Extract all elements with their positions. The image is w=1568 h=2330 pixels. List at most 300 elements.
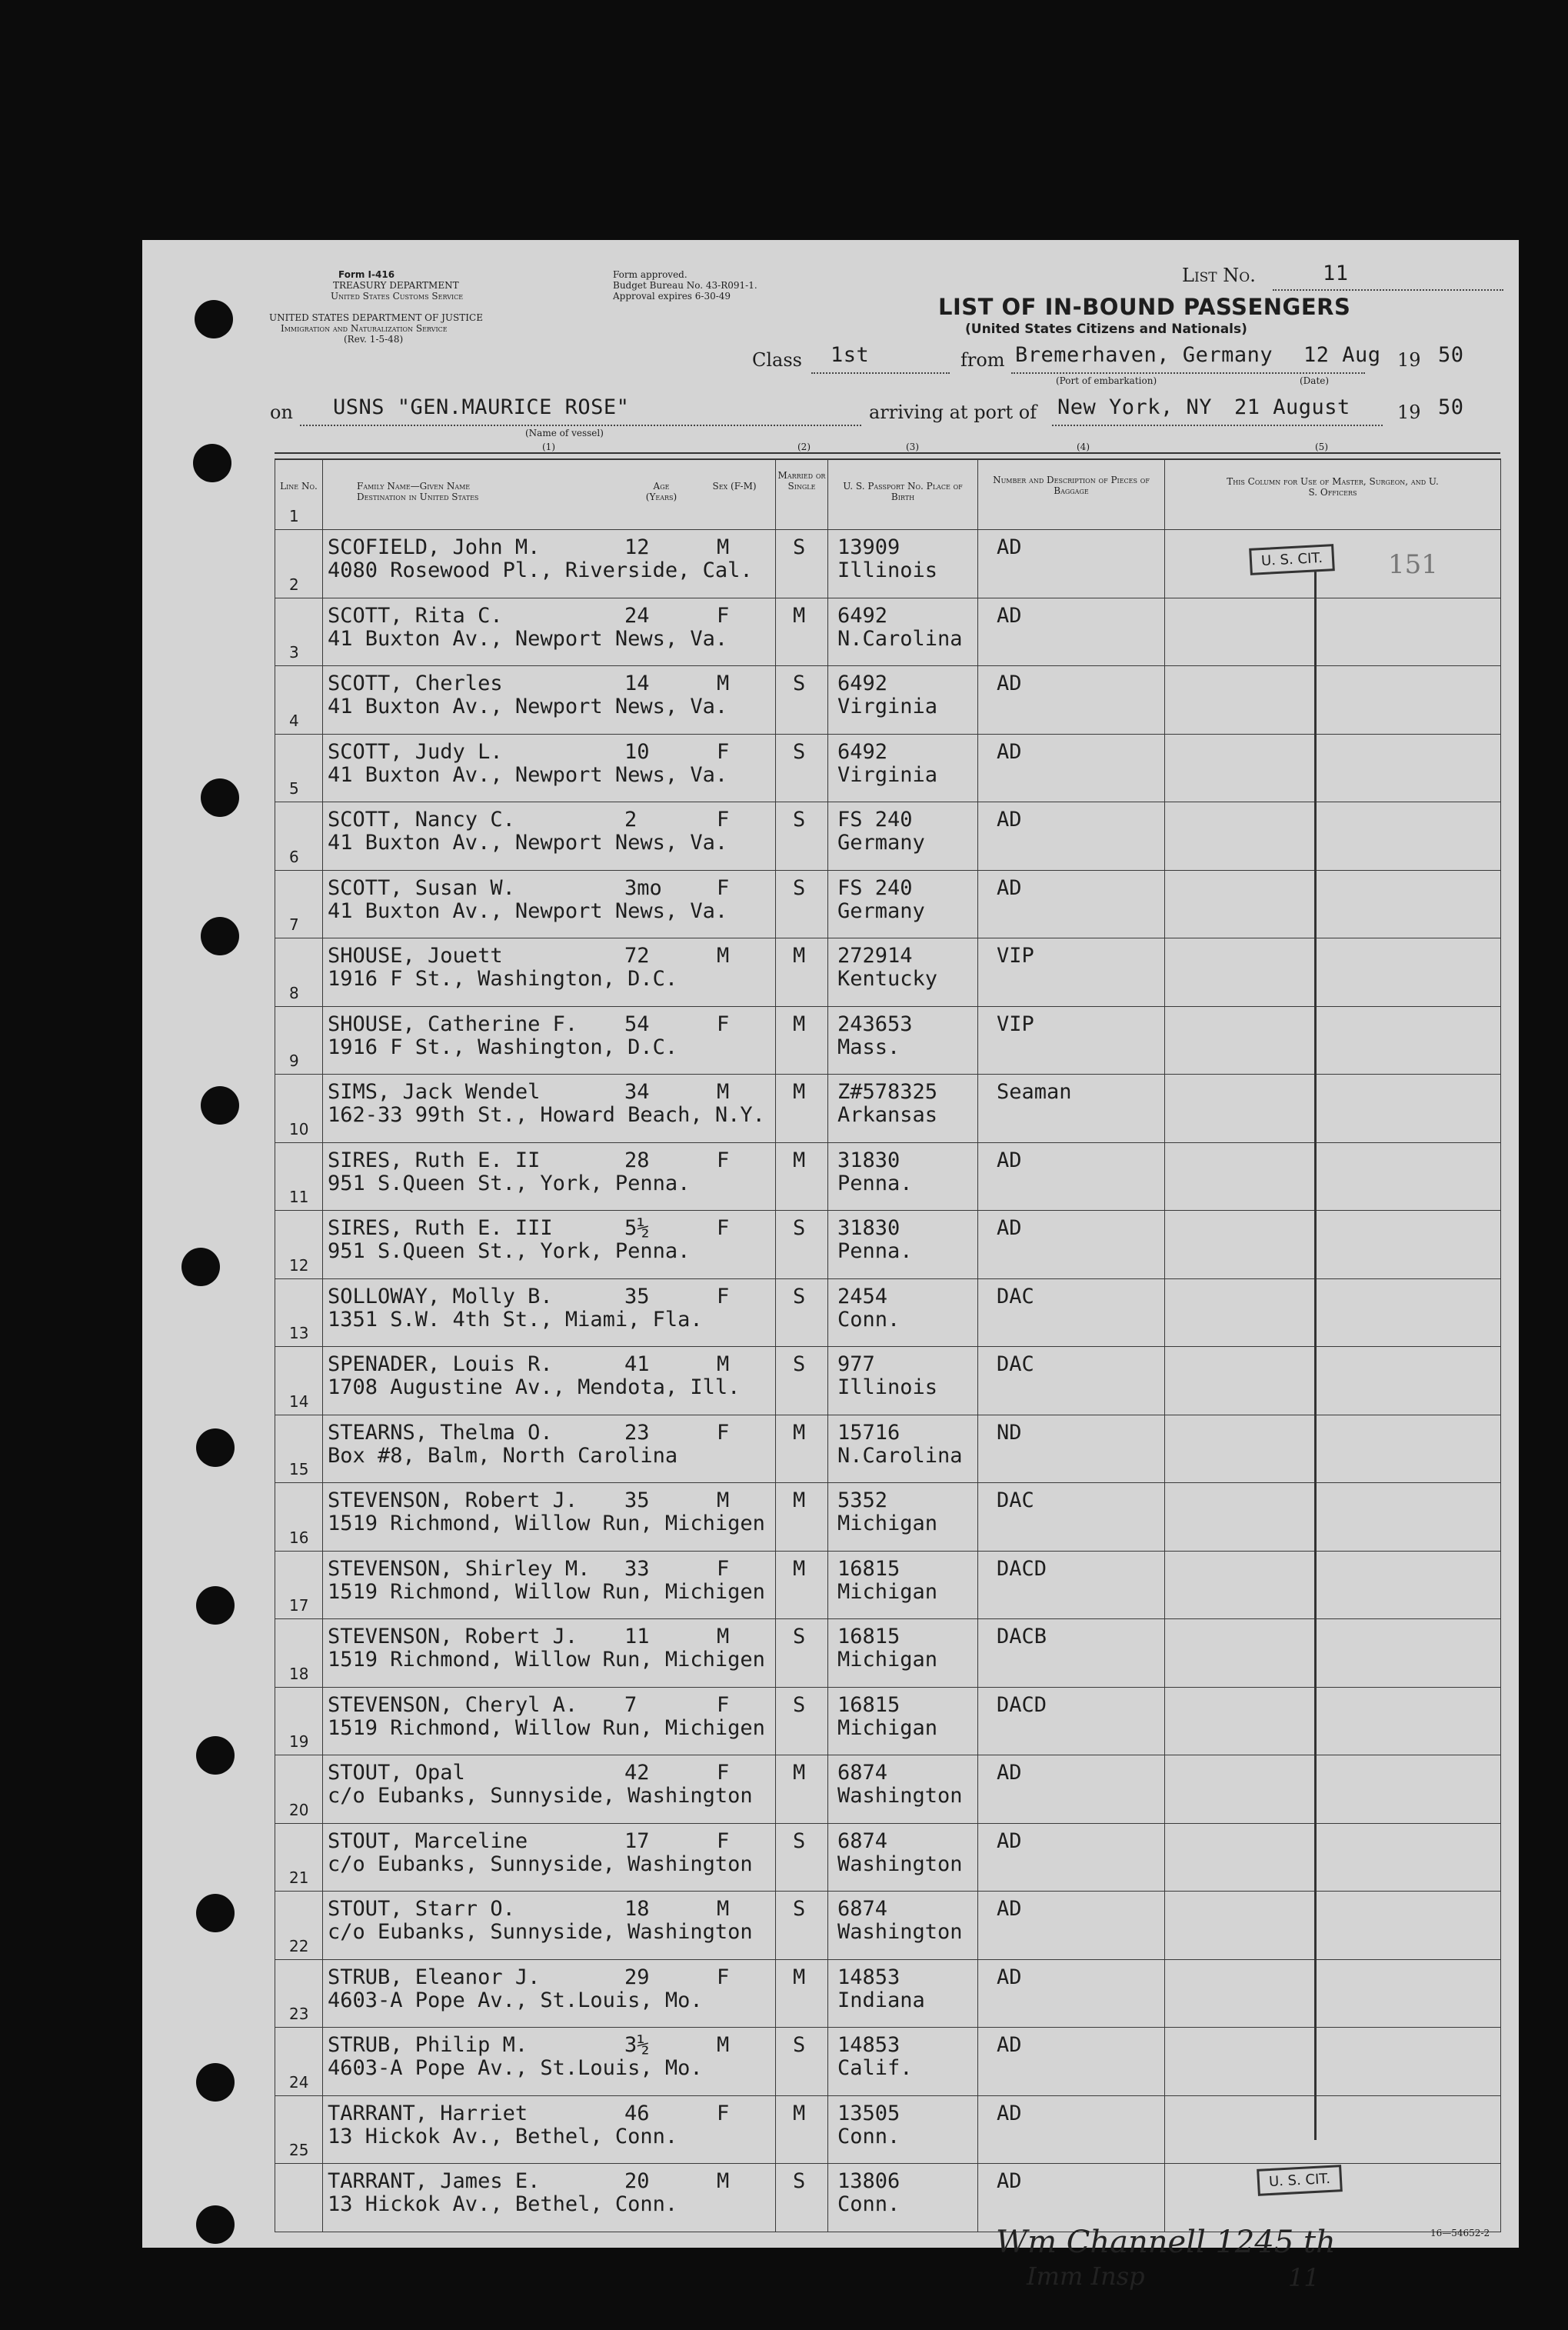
page-title: LIST OF IN-BOUND PASSENGERS — [938, 294, 1351, 320]
column-number-4: (4) — [1077, 442, 1090, 452]
marital-cell — [776, 2028, 828, 2096]
stamp-number: 151 — [1388, 549, 1438, 580]
passenger-age: 34 — [624, 1080, 650, 1104]
baggage-cell — [978, 598, 1165, 666]
table-row — [275, 666, 1501, 735]
baggage-cell — [978, 1347, 1165, 1415]
embarkation-date: 12 Aug — [1303, 343, 1381, 367]
marital-cell — [776, 1006, 828, 1075]
marital-status: M — [793, 1488, 806, 1512]
marital-status: S — [793, 739, 806, 764]
passenger-sex: F — [717, 1965, 730, 1989]
table-row — [275, 1551, 1501, 1619]
header-married — [776, 459, 828, 530]
line-number: 5 — [289, 779, 299, 798]
passenger-age: 10 — [624, 739, 650, 764]
passport-number: FS 240 — [837, 808, 913, 832]
marital-cell — [776, 1755, 828, 1824]
passenger-sex: M — [717, 535, 730, 559]
passenger-sex: M — [717, 1080, 730, 1104]
arrival-year: 50 — [1438, 395, 1464, 419]
marital-status: S — [793, 1625, 806, 1648]
line-number: 18 — [289, 1664, 309, 1683]
passenger-name: STOUT, Opal — [328, 1761, 465, 1785]
table-row — [275, 870, 1501, 938]
passenger-destination: 41 Buxton Av., Newport News, Va. — [328, 695, 728, 718]
marital-status: S — [793, 875, 806, 900]
passenger-sex: M — [717, 2169, 730, 2193]
passenger-name: STEARNS, Thelma O. — [328, 1420, 553, 1445]
passenger-name: TARRANT, Harriet — [328, 2101, 528, 2125]
marital-status: S — [793, 1692, 806, 1717]
passport-number: 977 — [837, 1352, 875, 1376]
passenger-name: SPENADER, Louis R. — [328, 1352, 553, 1376]
baggage-description: AD — [997, 739, 1022, 764]
name-cell — [323, 2028, 776, 2096]
table-row — [275, 1347, 1501, 1415]
passenger-age: 42 — [624, 1761, 650, 1785]
name-cell — [323, 1483, 776, 1552]
page-subtitle: (United States Citizens and Nationals) — [965, 322, 1247, 337]
column-number-2: (2) — [797, 442, 811, 452]
baggage-cell — [978, 1075, 1165, 1143]
birth-place: Illinois — [837, 558, 938, 582]
birth-place: Washington — [837, 1852, 963, 1876]
name-cell — [323, 1823, 776, 1892]
arrival-year-prefix: 19 — [1397, 402, 1421, 423]
passport-cell — [828, 1075, 978, 1143]
punch-hole — [196, 2063, 235, 2102]
passenger-sex: F — [717, 603, 730, 628]
officer-cell — [1165, 2095, 1501, 2164]
marital-cell — [776, 1892, 828, 1960]
arrival-date: 21 August — [1234, 395, 1350, 419]
passport-cell — [828, 1211, 978, 1279]
table-row — [275, 1278, 1501, 1347]
name-cell — [323, 1619, 776, 1688]
marital-status: S — [793, 1216, 806, 1240]
passport-number: 13505 — [837, 2101, 901, 2125]
embarkation-port: Bremerhaven, Germany — [1015, 343, 1273, 367]
passenger-age: 35 — [624, 1488, 650, 1512]
marital-cell — [776, 734, 828, 802]
passenger-name: SCOTT, Nancy C. — [328, 808, 515, 832]
baggage-cell — [978, 802, 1165, 871]
passenger-sex: M — [717, 944, 730, 968]
name-cell — [323, 1142, 776, 1211]
header-age-label: Age (Years) — [645, 481, 677, 502]
passenger-destination: 951 S.Queen St., York, Penna. — [328, 1239, 691, 1263]
officer-cell — [1165, 1075, 1501, 1143]
officer-cell — [1165, 802, 1501, 871]
table-row — [275, 734, 1501, 802]
passenger-destination: 41 Buxton Av., Newport News, Va. — [328, 898, 728, 923]
birth-place: Arkansas — [837, 1103, 938, 1127]
marital-status: M — [793, 603, 806, 628]
header-passport — [828, 459, 978, 530]
passport-number: 6874 — [837, 1828, 888, 1853]
punch-hole — [181, 1248, 220, 1286]
table-row — [275, 1959, 1501, 2028]
baggage-cell — [978, 2164, 1165, 2232]
passenger-name: STEVENSON, Robert J. — [328, 1488, 578, 1512]
baggage-description: ND — [997, 1420, 1022, 1445]
birth-place: Illinois — [837, 1375, 938, 1399]
passport-number: 13806 — [837, 2169, 901, 2193]
officer-cell — [1165, 1823, 1501, 1892]
passenger-name: STEVENSON, Robert J. — [328, 1625, 578, 1648]
marital-cell — [776, 2164, 828, 2232]
line-number: 8 — [289, 983, 299, 1002]
punch-hole — [201, 778, 239, 817]
baggage-cell — [978, 1892, 1165, 1960]
year-value: 50 — [1438, 343, 1464, 367]
inspector-title: Imm Insp — [1027, 2262, 1145, 2291]
passport-cell — [828, 666, 978, 735]
passport-cell — [828, 598, 978, 666]
baggage-cell — [978, 1959, 1165, 2028]
passport-cell — [828, 2028, 978, 2096]
baggage-cell — [978, 1551, 1165, 1619]
passport-cell — [828, 1415, 978, 1483]
header-sex-label: Sex (F-M) — [712, 481, 757, 492]
passport-cell — [828, 1959, 978, 2028]
passenger-name: STEVENSON, Cheryl A. — [328, 1692, 578, 1717]
officer-check-line — [1314, 571, 1317, 2140]
passenger-name: SHOUSE, Catherine F. — [328, 1012, 578, 1036]
line-no-cell — [275, 2141, 323, 2232]
passenger-age: 7 — [624, 1692, 638, 1717]
header-passport-label: U. S. Passport No. Place of Birth — [843, 481, 963, 502]
table-row — [275, 2028, 1501, 2096]
passenger-sex: F — [717, 1012, 730, 1036]
passenger-age: 41 — [624, 1352, 650, 1376]
passenger-destination: 1519 Richmond, Willow Run, Michigen — [328, 1715, 765, 1740]
birth-place: Virginia — [837, 762, 938, 787]
officer-cell — [1165, 1483, 1501, 1552]
passport-number: 31830 — [837, 1216, 901, 1240]
passenger-name: TARRANT, James E. — [328, 2169, 541, 2193]
passenger-age: 18 — [624, 1897, 650, 1921]
baggage-cell — [978, 734, 1165, 802]
passport-cell — [828, 1823, 978, 1892]
marital-status: M — [793, 1148, 806, 1172]
baggage-description: AD — [997, 535, 1022, 559]
passport-number: 13909 — [837, 535, 901, 559]
passenger-destination: 1519 Richmond, Willow Run, Michigen — [328, 1648, 765, 1672]
passenger-sex: F — [717, 1148, 730, 1172]
marital-cell — [776, 530, 828, 598]
line-number: 16 — [289, 1528, 309, 1547]
line-number: 1 — [289, 507, 299, 525]
year-prefix: 19 — [1397, 349, 1421, 371]
passport-cell — [828, 1755, 978, 1824]
marital-status: M — [793, 944, 806, 968]
passenger-sex: F — [717, 1284, 730, 1308]
passenger-sex: M — [717, 672, 730, 695]
baggage-cell — [978, 1687, 1165, 1755]
marital-cell — [776, 1619, 828, 1688]
table-row — [275, 1755, 1501, 1824]
officer-cell — [1165, 1755, 1501, 1824]
baggage-description: AD — [997, 875, 1022, 900]
passenger-age: 14 — [624, 672, 650, 695]
passenger-age: 11 — [624, 1625, 650, 1648]
baggage-cell — [978, 1006, 1165, 1075]
baggage-cell — [978, 1483, 1165, 1552]
passport-cell — [828, 1278, 978, 1347]
passenger-destination: 1708 Augustine Av., Mendota, Ill. — [328, 1375, 741, 1399]
marital-status: M — [793, 1012, 806, 1036]
marital-status: M — [793, 1556, 806, 1581]
baggage-cell — [978, 1619, 1165, 1688]
marital-cell — [776, 1551, 828, 1619]
ins-service: Immigration and Naturalization Service — [281, 323, 448, 334]
officer-cell — [1165, 1687, 1501, 1755]
header-destination-label: Destination in United States — [357, 492, 479, 502]
passenger-destination: 13 Hickok Av., Bethel, Conn. — [328, 2124, 678, 2148]
punch-hole — [196, 1894, 235, 1932]
passenger-age: 28 — [624, 1148, 650, 1172]
passenger-age: 2 — [624, 808, 638, 832]
passenger-age: 23 — [624, 1420, 650, 1445]
marital-cell — [776, 938, 828, 1007]
birth-place: Conn. — [837, 2192, 901, 2216]
baggage-description: VIP — [997, 1012, 1034, 1036]
marital-status: S — [793, 1352, 806, 1376]
passport-cell — [828, 2164, 978, 2232]
line-number: 23 — [289, 2005, 309, 2023]
class-label: Class — [752, 349, 802, 371]
passenger-age: 35 — [624, 1284, 650, 1308]
passenger-name: STRUB, Eleanor J. — [328, 1965, 541, 1989]
passenger-sex: F — [717, 1761, 730, 1785]
arrival-port: New York, NY — [1057, 395, 1213, 419]
marital-status: S — [793, 2033, 806, 2057]
birth-place: N.Carolina — [837, 1443, 963, 1468]
passport-cell — [828, 1142, 978, 1211]
officer-cell — [1165, 1347, 1501, 1415]
line-number: 13 — [289, 1324, 309, 1342]
punch-hole — [201, 917, 239, 955]
print-code: 16—54652-2 — [1430, 2228, 1490, 2238]
officer-cell — [1165, 2028, 1501, 2096]
name-cell — [323, 938, 776, 1007]
passenger-age: 46 — [624, 2101, 650, 2125]
table-row — [275, 1211, 1501, 1279]
name-cell — [323, 1211, 776, 1279]
passenger-destination: 4603-A Pope Av., St.Louis, Mo. — [328, 2056, 703, 2080]
manifest-sheet — [142, 240, 1519, 2292]
birth-place: Mass. — [837, 1035, 901, 1059]
passenger-sex: M — [717, 1625, 730, 1648]
passenger-age: 3mo — [624, 875, 662, 900]
baggage-description: DAC — [997, 1284, 1034, 1308]
name-cell — [323, 734, 776, 802]
baggage-description: DACD — [997, 1692, 1047, 1717]
passenger-destination: 1916 F St., Washington, D.C. — [328, 1035, 678, 1059]
birth-place: N.Carolina — [837, 626, 963, 651]
baggage-description: DAC — [997, 1488, 1034, 1512]
name-cell — [323, 802, 776, 871]
passport-cell — [828, 1687, 978, 1755]
marital-cell — [776, 1687, 828, 1755]
passport-cell — [828, 1006, 978, 1075]
marital-status: S — [793, 535, 806, 559]
baggage-cell — [978, 2028, 1165, 2096]
birth-place: Penna. — [837, 1171, 913, 1195]
passport-cell — [828, 1619, 978, 1688]
passenger-name: STEVENSON, Shirley M. — [328, 1556, 591, 1581]
officer-cell — [1165, 938, 1501, 1007]
passport-number: 16815 — [837, 1692, 901, 1717]
baggage-description: VIP — [997, 944, 1034, 968]
passenger-sex: F — [717, 1556, 730, 1581]
marital-status: S — [793, 2169, 806, 2193]
punch-hole — [193, 444, 231, 482]
name-cell — [323, 598, 776, 666]
passport-cell — [828, 1551, 978, 1619]
passenger-table — [275, 458, 1501, 2232]
list-no-label: List No. — [1182, 265, 1256, 286]
passenger-sex: M — [717, 1897, 730, 1921]
passport-number: 6492 — [837, 739, 888, 764]
passenger-age: 17 — [624, 1828, 650, 1853]
table-row — [275, 1892, 1501, 1960]
name-cell — [323, 2095, 776, 2164]
name-cell — [323, 1892, 776, 1960]
punch-hole — [201, 1086, 239, 1125]
passenger-sex: M — [717, 1352, 730, 1376]
table-row — [275, 2095, 1501, 2164]
baggage-description: AD — [997, 1897, 1022, 1921]
header-baggage-label: Number and Description of Pieces of Baggage — [993, 475, 1150, 496]
officer-cell — [1165, 1551, 1501, 1619]
revision: (Rev. 1-5-48) — [344, 334, 404, 345]
birth-place: Michigan — [837, 1579, 938, 1604]
passenger-destination: 1351 S.W. 4th St., Miami, Fla. — [328, 1307, 703, 1332]
passport-cell — [828, 870, 978, 938]
marital-status: M — [793, 1965, 806, 1989]
passport-cell — [828, 530, 978, 598]
marital-cell — [776, 666, 828, 735]
marital-cell — [776, 1075, 828, 1143]
marital-cell — [776, 802, 828, 871]
line-number: 21 — [289, 1868, 309, 1887]
passport-cell — [828, 1483, 978, 1552]
passport-number: FS 240 — [837, 875, 913, 900]
line-number: 7 — [289, 915, 299, 934]
marital-status: S — [793, 1897, 806, 1921]
table-row — [275, 938, 1501, 1007]
baggage-description: AD — [997, 672, 1022, 695]
passenger-destination: 1519 Richmond, Willow Run, Michigen — [328, 1579, 765, 1604]
baggage-cell — [978, 1755, 1165, 1824]
punch-hole — [196, 1736, 235, 1775]
customs-service: United States Customs Service — [331, 291, 464, 302]
name-cell — [323, 1075, 776, 1143]
line-number: 12 — [289, 1255, 309, 1275]
passenger-name: STOUT, Starr O. — [328, 1897, 515, 1921]
marital-cell — [776, 1347, 828, 1415]
punch-hole — [196, 1428, 235, 1467]
passport-cell — [828, 734, 978, 802]
baggage-description: AD — [997, 1965, 1022, 1989]
passenger-age: 3½ — [624, 2033, 650, 2057]
name-cell — [323, 2164, 776, 2232]
on-label: on — [270, 402, 293, 423]
header-name — [323, 459, 776, 530]
passenger-name: SCOTT, Susan W. — [328, 875, 515, 900]
marital-cell — [776, 870, 828, 938]
baggage-description: AD — [997, 808, 1022, 832]
baggage-description: AD — [997, 2169, 1022, 2193]
header-officers-label: This Column for Use of Master, Surgeon, and U. S. Officers — [1227, 476, 1439, 498]
inspector-signature: Wm Channell 1245 th — [996, 2225, 1336, 2260]
baggage-description: AD — [997, 1148, 1022, 1172]
passenger-name: SIMS, Jack Wendel — [328, 1080, 541, 1104]
name-cell — [323, 1347, 776, 1415]
baggage-cell — [978, 530, 1165, 598]
baggage-description: Seaman — [997, 1080, 1072, 1104]
name-cell — [323, 1551, 776, 1619]
table-row — [275, 598, 1501, 666]
vessel-caption: (Name of vessel) — [525, 428, 604, 438]
passenger-age: 72 — [624, 944, 650, 968]
list-no-line — [1273, 272, 1503, 291]
name-cell — [323, 1278, 776, 1347]
marital-cell — [776, 1959, 828, 2028]
passenger-destination: 951 S.Queen St., York, Penna. — [328, 1171, 691, 1195]
passport-number: 14853 — [837, 1965, 901, 1989]
header-married-label: Married or Single — [777, 470, 826, 492]
passenger-age: 12 — [624, 535, 650, 559]
birth-place: Michigan — [837, 1648, 938, 1672]
marital-status: S — [793, 1284, 806, 1308]
baggage-cell — [978, 666, 1165, 735]
approval-expires: Approval expires 6-30-49 — [613, 291, 731, 302]
passenger-name: SCOTT, Judy L. — [328, 739, 503, 764]
baggage-description: AD — [997, 1216, 1022, 1240]
passenger-name: SCOTT, Rita C. — [328, 603, 503, 628]
passenger-name: SIRES, Ruth E. II — [328, 1148, 541, 1172]
baggage-cell — [978, 1142, 1165, 1211]
passport-cell — [828, 802, 978, 871]
class-value: 1st — [831, 343, 870, 367]
passenger-destination: 162-33 99th St., Howard Beach, N.Y. — [328, 1103, 765, 1127]
date-caption: (Date) — [1300, 375, 1330, 386]
table-row — [275, 1483, 1501, 1552]
passenger-sex: F — [717, 875, 730, 900]
birth-place: Michigan — [837, 1715, 938, 1740]
marital-cell — [776, 1142, 828, 1211]
treasury-dept: TREASURY DEPARTMENT — [333, 280, 459, 291]
line-number: 24 — [289, 2072, 309, 2092]
passenger-name: STRUB, Philip M. — [328, 2033, 528, 2057]
passport-number: 5352 — [837, 1488, 888, 1512]
baggage-cell — [978, 2095, 1165, 2164]
arriving-label: arriving at port of — [869, 402, 1037, 423]
passport-cell — [828, 1347, 978, 1415]
header-name-label: Family Name—Given Name — [357, 481, 471, 492]
passenger-age: 24 — [624, 603, 650, 628]
baggage-cell — [978, 1211, 1165, 1279]
line-number: 14 — [289, 1392, 309, 1411]
baggage-cell — [978, 870, 1165, 938]
line-number: 19 — [289, 1732, 309, 1751]
baggage-description: DACD — [997, 1556, 1047, 1581]
table-row — [275, 1075, 1501, 1143]
